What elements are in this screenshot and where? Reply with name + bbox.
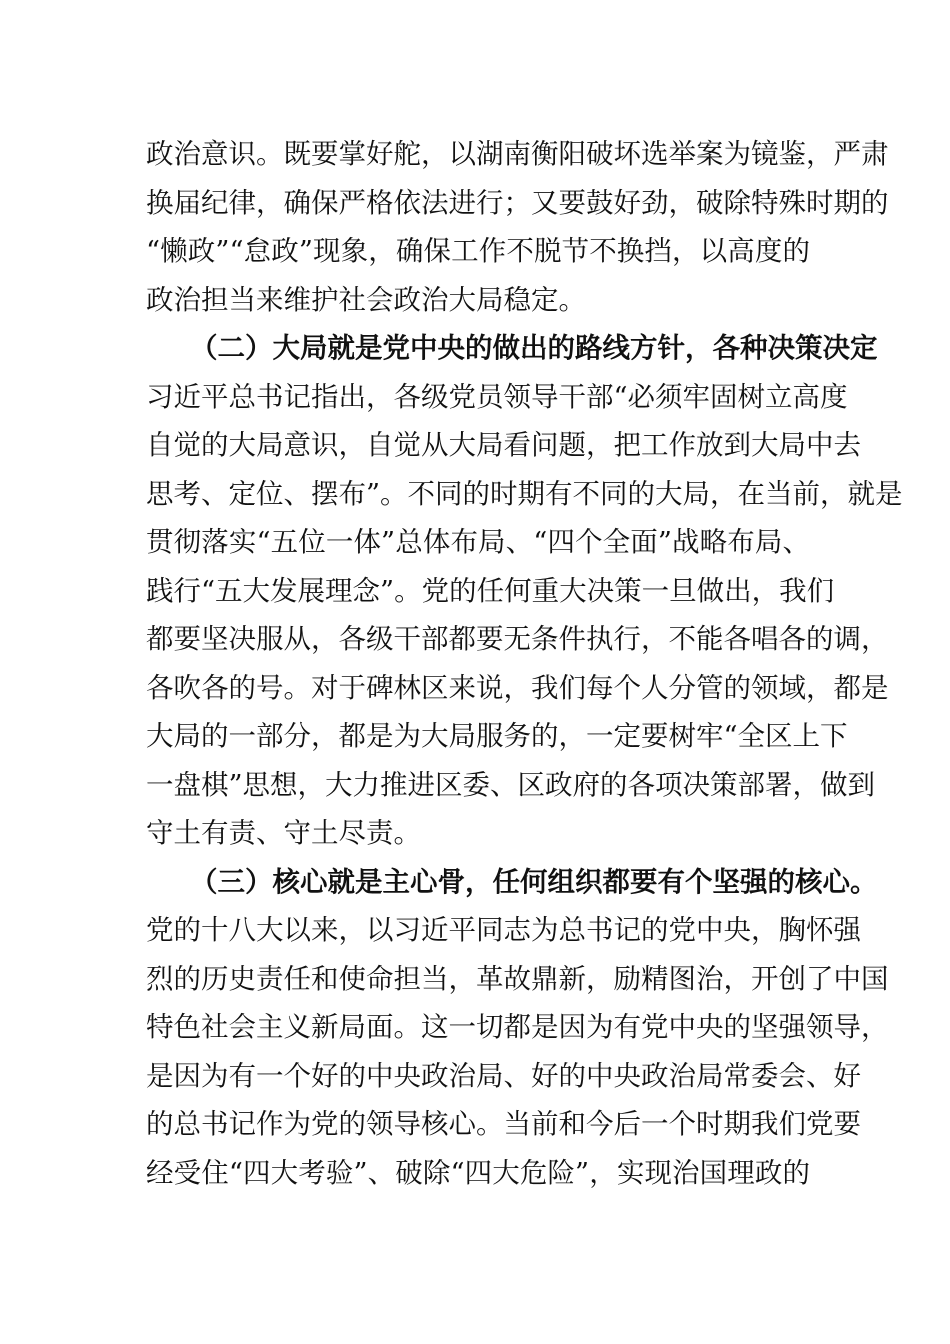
text-line: 守土有责、守土尽责。 — [146, 817, 421, 849]
text-line: 践行“五大发展理念”。党的任何重大决策一旦做出，我们 — [146, 574, 835, 607]
text-line: 烈的历史责任和使命担当，革故鼎新，励精图治，开创了中国 — [146, 962, 889, 995]
text-line: 思考、定位、摆布”。不同的时期有不同的大局，在当前，就是 — [146, 477, 903, 510]
text-line: 一盘棋”思想，大力推进区委、区政府的各项决策部署，做到 — [146, 768, 876, 801]
text-line: 自觉的大局意识，自觉从大局看问题，把工作放到大局中去 — [146, 429, 861, 461]
text-line: 政治意识。既要掌好舵，以湖南衡阳破坏选举案为镜鉴，严肃 — [146, 138, 889, 170]
section-heading: （三）核心就是主心骨，任何组织都要有个坚强的核心。 — [190, 865, 878, 898]
body-text — [146, 130, 903, 1197]
text-line: 习近平总书记指出，各级党员领导干部“必须牢固树立高度 — [146, 380, 848, 413]
text-line: 贯彻落实“五位一体”总体布局、“四个全面”战略布局、 — [146, 526, 810, 558]
text-line: 的总书记作为党的领导核心。当前和今后一个时期我们党要 — [146, 1108, 861, 1140]
text-line: “懒政”“怠政”现象，确保工作不脱节不换挡，以高度的 — [146, 235, 810, 267]
text-line: 各吹各的号。对于碑林区来说，我们每个人分管的领域，都是 — [146, 671, 889, 704]
text-line: 经受住“四大考验”、破除“四大危险”，实现治国理政的 — [146, 1156, 810, 1189]
section-heading: （二）大局就是党中央的做出的路线方针，各种决策决定 — [190, 332, 878, 364]
text-line: 政治担当来维护社会政治大局稳定。 — [146, 283, 586, 316]
text-line: 党的十八大以来，以习近平同志为总书记的党中央，胸怀强 — [146, 914, 861, 946]
text-line: 特色社会主义新局面。这一切都是因为有党中央的坚强领导， — [146, 1011, 889, 1043]
text-line: 大局的一部分，都是为大局服务的，一定要树牢“全区上下 — [146, 720, 848, 752]
text-line: 换届纪律，确保严格依法进行；又要鼓好劲，破除特殊时期的 — [146, 186, 889, 219]
text-line: 都要坚决服从，各级干部都要无条件执行，不能各唱各的调， — [146, 623, 889, 655]
text-line: 是因为有一个好的中央政治局、好的中央政治局常委会、好 — [146, 1059, 861, 1092]
